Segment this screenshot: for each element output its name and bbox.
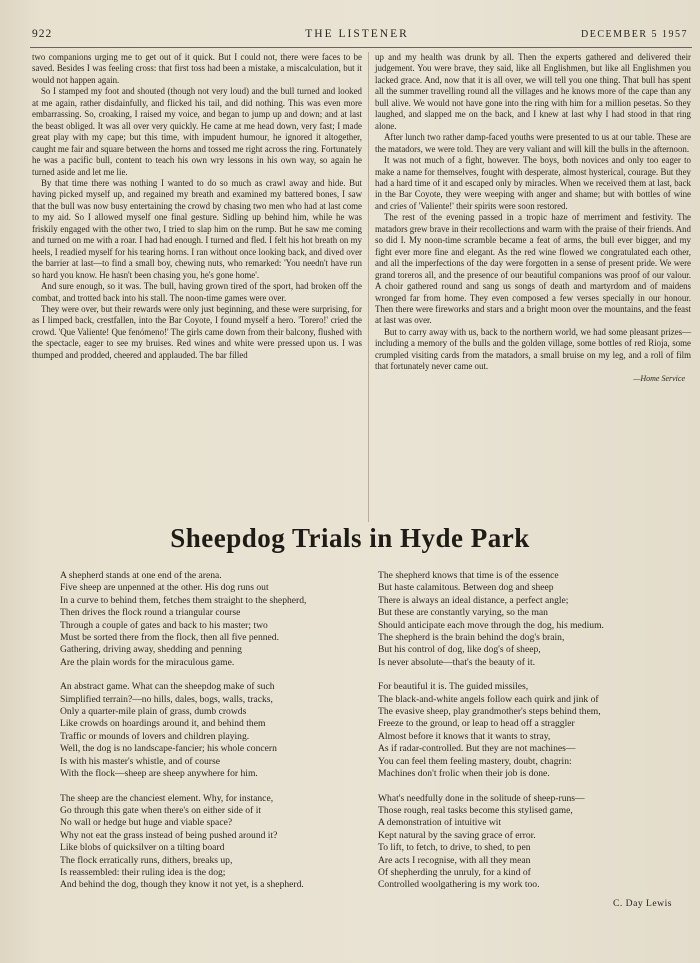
poem-line: What's needfully done in the solitude of sheep-runs— <box>378 792 585 804</box>
poem-line: Controlled woolgathering is my work too. <box>378 879 540 891</box>
header-rule <box>30 47 692 48</box>
poem-line: An abstract game. What can the sheepdog make of such <box>60 681 275 693</box>
poem-line: There is always an ideal distance, a perfect angle; <box>378 594 569 606</box>
article-paragraph: But to carry away with us, back to the northern world, we had some pleasant prizes—including a memory of the bulls and the golden village, some bottles of red Rioja, some crumpled visiting cards from the matadors, a small bruise on my leg, and a roll of film that fortunately never came out. <box>375 326 691 372</box>
poem-right-lines <box>378 570 678 892</box>
poem-line: Only a quarter-mile plain of grass, dumb crowds <box>60 706 247 718</box>
poem-line: Why not eat the grass instead of being pushed around it? <box>60 829 278 841</box>
stanza-break <box>378 781 678 793</box>
article-paragraph: The rest of the evening passed in a tropic haze of merriment and festivity. The matadors grew brave in their recollections and warm with the praise of their friends. And so did I. My noon-time scramble became a feat of arms, the bull ever bigger, and my fight ever more fine and elegant. As the red wine flowed we congratulated each other, and all the imperfections of the day were forgotten in a sense of present pride. We were grand toreros all, and the presence of our beautiful companions was proof of our valour. A choir gathered round and sang us songs of death and martyrdom and of maidens wronged far from home. They even composed a few verses specially in our honour. Then there were fireworks and stars and a bright moon over the mountains, and the feast at last was over. <box>375 212 691 326</box>
poem-stanza <box>60 793 360 892</box>
poem-line: The sheep are the chanciest element. Why, for instance, <box>60 792 274 804</box>
poem-line: A demonstration of intuitive wit <box>378 817 502 829</box>
poem-line: Like blobs of quicksilver on a tilting board <box>60 842 225 854</box>
issue-date: DECEMBER 5 1957 <box>581 29 688 40</box>
poem-line: Is never absolute—that's the beauty of it. <box>378 656 536 668</box>
poem-title: Sheepdog Trials in Hyde Park <box>170 523 530 553</box>
poem-line: Those rough, real tasks become this stylised game, <box>378 804 573 816</box>
poem-line: And behind the dog, though they know it not yet, is a shepherd. <box>60 879 304 891</box>
article-paragraph: They were over, but their rewards were only just beginning, and these were surprising, for as I limped back, crestfallen, into the Bar Coyote, I found myself a hero. 'Torero!' cried the crowd. 'Que Valiente! Que fenómeno!' The girls came down from their balcony, flushed with the spectacle, eager to see my bruises. Red wines and white were pressed upon us. I was thumped and prodded, cheered and applauded. The bar filled <box>32 303 362 360</box>
poem-line: Go through this gate when there's on either side of it <box>60 804 262 816</box>
article-paragraph: After lunch two rather damp-faced youths were presented to us at our table. These are the matadors, we were told. They are very valiant and will kill the bulls in the afternoon. <box>375 132 691 154</box>
article-column-left <box>32 52 362 361</box>
page-number: 922 <box>32 28 53 40</box>
article-paragraph: By that time there was nothing I wanted to do so much as crawl away and hide. But having picked myself up, and regained my breath and examined my battered bones, I saw that the bull was now busy entertaining the crowd by chasing two men who had at last come to my aid. So I allowed myself one final gesture. Sidling up behind him, while he was friskily engaged with the other two, I tried to slap him on the rump. But he saw me coming and turned on me with a roar. I had had enough. I turned and fled. I felt his hot breath on my heels, I readied myself for his tearing horns. I ran without once looking back, and dived over the barrier at last—to find a small boy, chewing nuts, who remarked: 'You needn't have run so hard you know. He hasn't been chasing you, he's gone home'. <box>32 177 362 280</box>
article-paragraph: It was not much of a fight, however. The boys, both novices and only too eager to make a name for themselves, fought with desperate, almost hysterical, courage. But they had a hard time of it and escaped only by miracles. When we received them at last, back in the Bar Coyote, they were weeping with anger and shame; but with bottles of wine and cries of 'Valiente!' their spirits were soon restored. <box>375 155 691 211</box>
article-paragraph: And sure enough, so it was. The bull, having grown tired of the sport, had broken off the combat, and trotted back into his stall. The noon-time games were over. <box>32 281 362 303</box>
article-paragraph: So I stamped my foot and shouted (though not very loud) and the bull turned and looked at me again, rather disdainfully, and flicked his tail, and did nothing. This was even more embarrassing. So, croaking, I raised my voice, and began to jump up and down; and at last the beast obliged. It was all over very quickly. He came at me head down, very fast; I made great play with my cape; but this time, with impudent humour, he ignored it altogether, caught me fair and square between the horns and tossed me right across the ring. Fortunately he was a pacific bull, content to teach his own wry lessons in his own way, so again he turned aside and let me lie. <box>32 86 362 177</box>
poem-line: But his control of dog, like dog's of sheep, <box>378 644 541 656</box>
poem-column-right <box>378 570 678 910</box>
poem-line: Kept natural by the saving grace of error. <box>378 829 536 841</box>
poem-line: As if radar-controlled. But they are not machines— <box>378 743 576 755</box>
column-divider <box>368 52 369 522</box>
poem-line: Simplified terrain?—no hills, dales, bogs, walls, tracks, <box>60 693 273 705</box>
stanza-break <box>60 781 360 793</box>
poem-stanza <box>378 681 678 780</box>
article-source: —Home Service <box>633 373 685 383</box>
poem-line: The shepherd knows that time is of the essence <box>378 570 559 581</box>
poem-line: Traffic or mounds of lovers and children playing. <box>60 730 250 742</box>
poem-line: Are acts I recognise, with all they mean <box>378 854 531 866</box>
poem-line: The flock erratically runs, dithers, breaks up, <box>60 854 233 866</box>
article-column-right <box>375 52 691 384</box>
poem-line: But these are constantly varying, so the man <box>378 607 548 619</box>
poem-line: Should anticipate each move through the dog, his medium. <box>378 619 604 631</box>
poem-line: A shepherd stands at one end of the arena. <box>60 570 222 581</box>
stanza-break <box>60 669 360 681</box>
poem-stanza <box>378 793 678 892</box>
poem-line: But haste calamitous. Between dog and sheep <box>378 582 554 594</box>
poem-line: To lift, to fetch, to drive, to shed, to pen <box>378 842 531 854</box>
poem-line: Through a couple of gates and back to his master; two <box>60 619 268 631</box>
poem-line: Well, the dog is no landscape-fancier; his whole concern <box>60 743 277 755</box>
poem-stanza <box>60 681 360 780</box>
poem-line: Is with his master's whistle, and of course <box>60 755 220 767</box>
poem-line: Then drives the flock round a triangular course <box>60 607 241 619</box>
article-paragraph: two companions urging me to get out of it quick. But I could not, there were faces to be saved. Besides I was feeling cross: that first toss had been a mistake, a miscalculation, but it would not happen again. <box>32 52 362 85</box>
poem-line: Must be sorted there from the flock, then all five penned. <box>60 632 279 644</box>
poem-line: Almost before it knows that it wants to stray, <box>378 730 551 742</box>
poem-line: You can feel them feeling mastery, doubt, chagrin: <box>378 755 572 767</box>
masthead: THE LISTENER <box>305 28 409 40</box>
poem-line: Five sheep are unpenned at the other. His dog runs out <box>60 582 269 594</box>
poem-line: Is reassembled: their ruling idea is the dog; <box>60 866 226 878</box>
poem-line: Are the plain words for the miraculous game. <box>60 656 235 668</box>
article-paragraph: up and my health was drunk by all. Then the experts gathered and delivered their judgement. You were brave, they said, like all Englishmen, but like all Englishmen you lacked grace. And, now that it is all over, we will tell you one thing. That bull has spent all the summer travelling round all the villages and he knows more of the cape than any bull alive. We would not have gone into the ring with him for a million pesetas. So they laughed, and slapped me on the back, and I knew at last why I had stood in that ring alone. <box>375 52 691 131</box>
poem-line: The black-and-white angels follow each quirk and jink of <box>378 693 599 705</box>
stanza-break <box>378 669 678 681</box>
poem-line: The evasive sheep, play grandmother's steps behind them, <box>378 706 601 718</box>
poem-line: Machines don't frolic when their job is done. <box>378 768 550 780</box>
poem-line: No wall or hedge but huge and viable space? <box>60 817 233 829</box>
poem-line: Freeze to the ground, or leap to head off a straggler <box>378 718 575 730</box>
poem-line: For beautiful it is. The guided missiles, <box>378 681 529 693</box>
poem-stanza <box>378 570 678 669</box>
poem-line: Gathering, driving away, shedding and penning <box>60 644 242 656</box>
poem-line: Like crowds on hoardings around it, and behind them <box>60 718 266 730</box>
poem-stanza <box>60 570 360 669</box>
poem-line: Of shepherding the unruly, for a kind of <box>378 866 531 878</box>
poem-line: In a curve to behind them, fetches them straight to the shepherd, <box>60 594 307 606</box>
poem-author: C. Day Lewis <box>612 897 672 909</box>
poem-line: With the flock—sheep are sheep anywhere for him. <box>60 768 258 780</box>
poem-line: The shepherd is the brain behind the dog's brain, <box>378 632 565 644</box>
page-header <box>22 28 692 44</box>
poem-column-left <box>60 570 360 892</box>
